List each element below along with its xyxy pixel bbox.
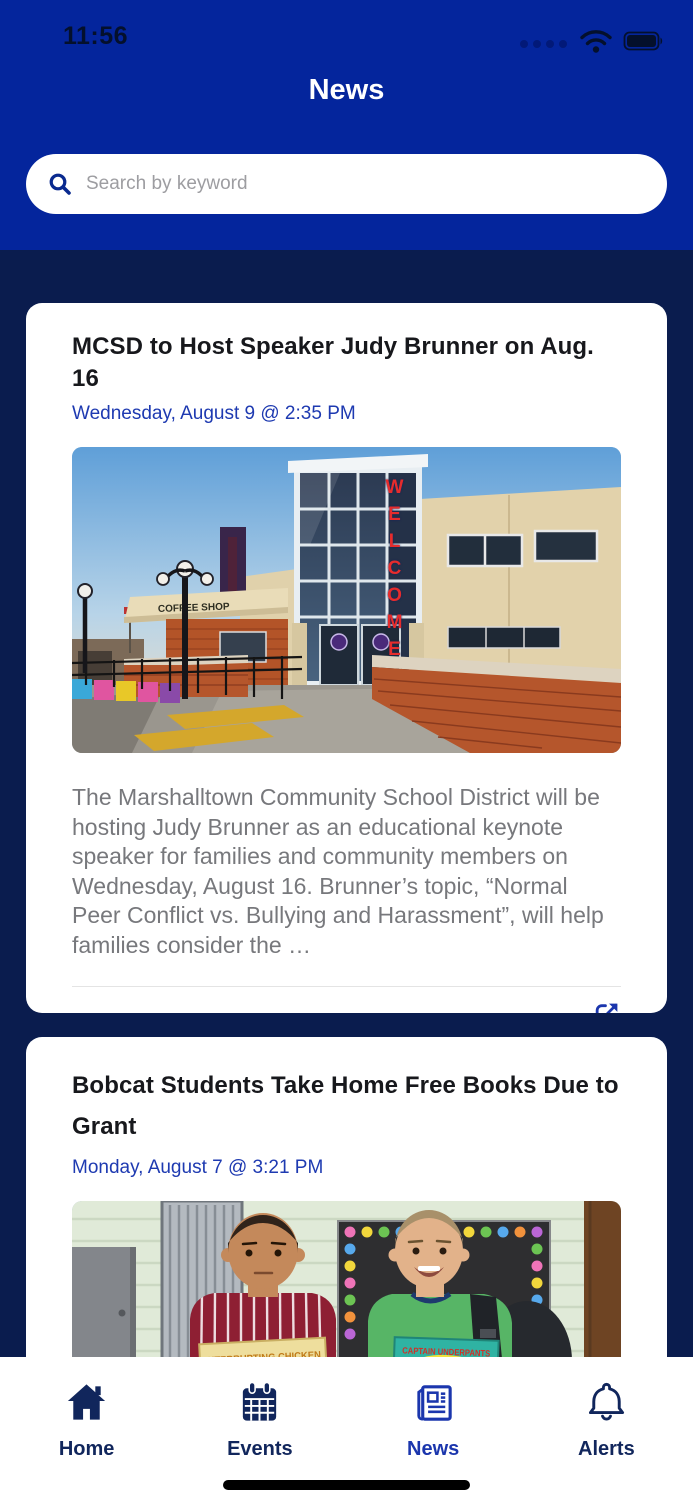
tab-label: Alerts [578,1438,635,1460]
wifi-icon [579,28,613,59]
welcome-sign-text: WELCOME [384,477,405,667]
newspaper-icon [410,1379,457,1425]
news-photo-school-building [72,447,621,753]
home-indicator[interactable] [223,1480,470,1490]
tab-home[interactable] [0,1357,173,1467]
external-link-icon[interactable] [593,1000,621,1013]
search-icon [48,172,72,196]
tab-bar [0,1357,693,1500]
cellular-icon [520,40,567,48]
home-icon [63,1379,110,1425]
tab-events[interactable] [173,1357,346,1467]
status-bar [0,18,693,62]
search-input[interactable] [86,173,645,195]
page-title: News [308,74,385,106]
bell-icon [583,1379,630,1425]
tab-label: Home [58,1438,115,1460]
tab-news[interactable] [347,1357,520,1467]
coffee-shop-sign-text: COFFEE SHOP [157,601,230,616]
search-bar[interactable] [26,154,667,214]
status-time: 11:56 [63,22,129,50]
news-date: Monday, August 7 @ 3:21 PM [72,1156,324,1178]
header [0,0,693,250]
tab-alerts[interactable] [520,1357,693,1467]
battery-icon [623,30,665,57]
news-card[interactable] [26,303,667,1013]
tab-label: News [407,1438,460,1460]
news-excerpt: The Marshalltown Community School District will be hosting Judy Brunner as an educational keynote speaker for families and community members on Wednesday, August 16. Brunner’s topic, “Normal Peer Conflict vs. Bullying and Harassment”, will help families consider the … [72,784,604,958]
news-title: Bobcat Students Take Home Free Books Due to Grant [72,1072,619,1141]
news-date: Wednesday, August 9 @ 2:35 PM [72,403,356,425]
news-title: MCSD to Host Speaker Judy Brunner on Aug. 16 [72,333,594,392]
tab-label: Events [227,1438,293,1460]
calendar-icon [236,1379,283,1425]
book-title-text: CAPTAIN UNDERPANTS [402,1344,507,1359]
